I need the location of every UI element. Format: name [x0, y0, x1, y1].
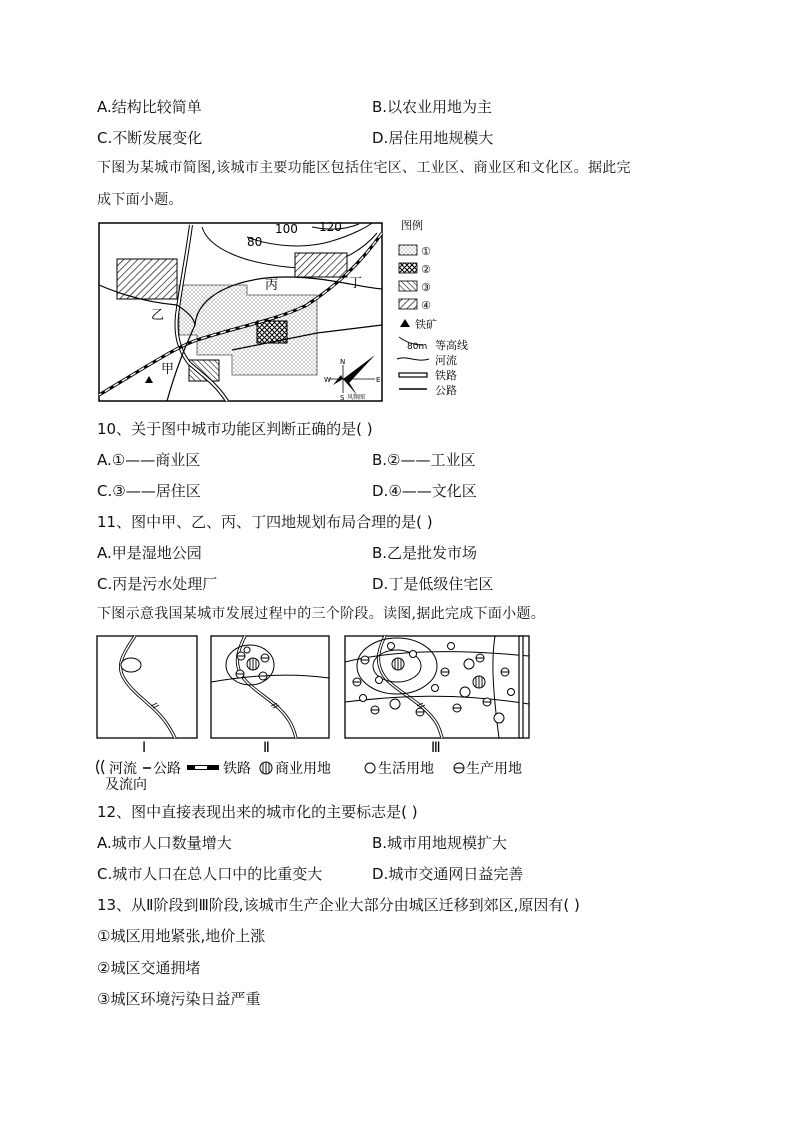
stage-label-1: Ⅰ — [142, 740, 147, 756]
city-map-figure — [97, 215, 487, 405]
svg-text:80m: 80m — [407, 342, 428, 352]
svg-text:河流: 河流 — [109, 761, 137, 777]
stage-2-panel — [211, 636, 329, 756]
stage-3-panel — [345, 636, 529, 756]
svg-text:②: ② — [421, 263, 431, 276]
place-jia: 甲 — [161, 362, 175, 377]
svg-text:河流: 河流 — [435, 354, 457, 367]
contour-label-80: 80 — [247, 235, 263, 249]
q10-option-b: B.②——工业区 — [372, 451, 476, 469]
q11-option-b: B.乙是批发市场 — [372, 544, 478, 562]
q11-option-c: C.丙是污水处理厂 — [97, 575, 218, 593]
svg-text:图例: 图例 — [401, 219, 423, 232]
stage-label-2: Ⅱ — [263, 740, 270, 756]
q9-option-d: D.居住用地规模大 — [372, 129, 494, 147]
intro-paragraph-line2: 成下面小题。 — [97, 192, 183, 208]
svg-text:S: S — [340, 394, 345, 402]
q12-option-d: D.城市交通网日益完善 — [372, 865, 524, 883]
intro-paragraph-line1: 下图为某城市简图,该城市主要功能区包括住宅区、工业区、商业区和文化区。据此完 — [97, 160, 631, 176]
contour-label-100: 100 — [275, 222, 298, 236]
svg-text:W: W — [324, 376, 331, 384]
q10-option-d: D.④——文化区 — [372, 482, 477, 500]
q13-statement-2: ②城区交通拥堵 — [97, 959, 201, 977]
svg-text:④: ④ — [421, 299, 431, 312]
q12-option-a: A.城市人口数量增大 — [97, 834, 232, 852]
q9-option-b: B.以农业用地为主 — [372, 98, 493, 116]
stage-label-3: Ⅲ — [431, 740, 441, 756]
q11-stem: 11、图中甲、乙、丙、丁四地规划布局合理的是( ) — [97, 513, 433, 531]
svg-text:铁路: 铁路 — [223, 761, 251, 777]
svg-text:①: ① — [421, 245, 431, 258]
q9-option-c: C.不断发展变化 — [97, 129, 203, 147]
q13-statement-3: ③城区环境污染日益严重 — [97, 990, 261, 1008]
svg-text:公路: 公路 — [153, 761, 181, 777]
place-yi: 乙 — [151, 308, 165, 323]
map-legend — [397, 218, 468, 397]
q13-stem: 13、从Ⅱ阶段到Ⅲ阶段,该城市生产企业大部分由城区迁移到郊区,原因有( ) — [97, 896, 580, 914]
q10-option-a: A.①——商业区 — [97, 451, 201, 469]
contour-label-120: 120 — [319, 220, 342, 234]
place-ding: 丁 — [349, 276, 363, 291]
svg-text:公路: 公路 — [435, 384, 457, 397]
svg-text:N: N — [340, 358, 346, 366]
svg-text:生活用地: 生活用地 — [378, 761, 434, 777]
q10-stem: 10、关于图中城市功能区判断正确的是( ) — [97, 420, 373, 438]
q9-option-a: A.结构比较简单 — [97, 98, 202, 116]
svg-text:及流向: 及流向 — [105, 777, 147, 792]
q12-option-b: B.城市用地规模扩大 — [372, 834, 508, 852]
place-bing: 丙 — [265, 278, 279, 293]
svg-text:风频图: 风频图 — [347, 394, 366, 401]
stages-legend — [97, 760, 522, 792]
city-stages-figure — [95, 632, 535, 792]
svg-text:生产用地: 生产用地 — [466, 761, 522, 777]
svg-text:铁矿: 铁矿 — [415, 318, 437, 331]
svg-text:③: ③ — [421, 281, 431, 294]
intro-paragraph-2: 下图示意我国某城市发展过程中的三个阶段。读图,据此完成下面小题。 — [97, 606, 546, 622]
zone-area-3 — [117, 259, 177, 299]
q13-statement-1: ①城区用地紧张,地价上涨 — [97, 927, 266, 945]
zone-area-4b — [295, 253, 347, 277]
q11-option-a: A.甲是湿地公园 — [97, 544, 202, 562]
svg-text:铁路: 铁路 — [435, 369, 457, 382]
q12-option-c: C.城市人口在总人口中的比重变大 — [97, 865, 323, 883]
svg-text:E: E — [376, 376, 381, 384]
q10-option-c: C.③——居住区 — [97, 482, 201, 500]
svg-text:商业用地: 商业用地 — [275, 761, 331, 777]
stage-1-panel — [97, 636, 197, 756]
q11-option-d: D.丁是低级住宅区 — [372, 575, 494, 593]
q12-stem: 12、图中直接表现出来的城市化的主要标志是( ) — [97, 803, 418, 821]
svg-text:等高线: 等高线 — [435, 339, 468, 352]
